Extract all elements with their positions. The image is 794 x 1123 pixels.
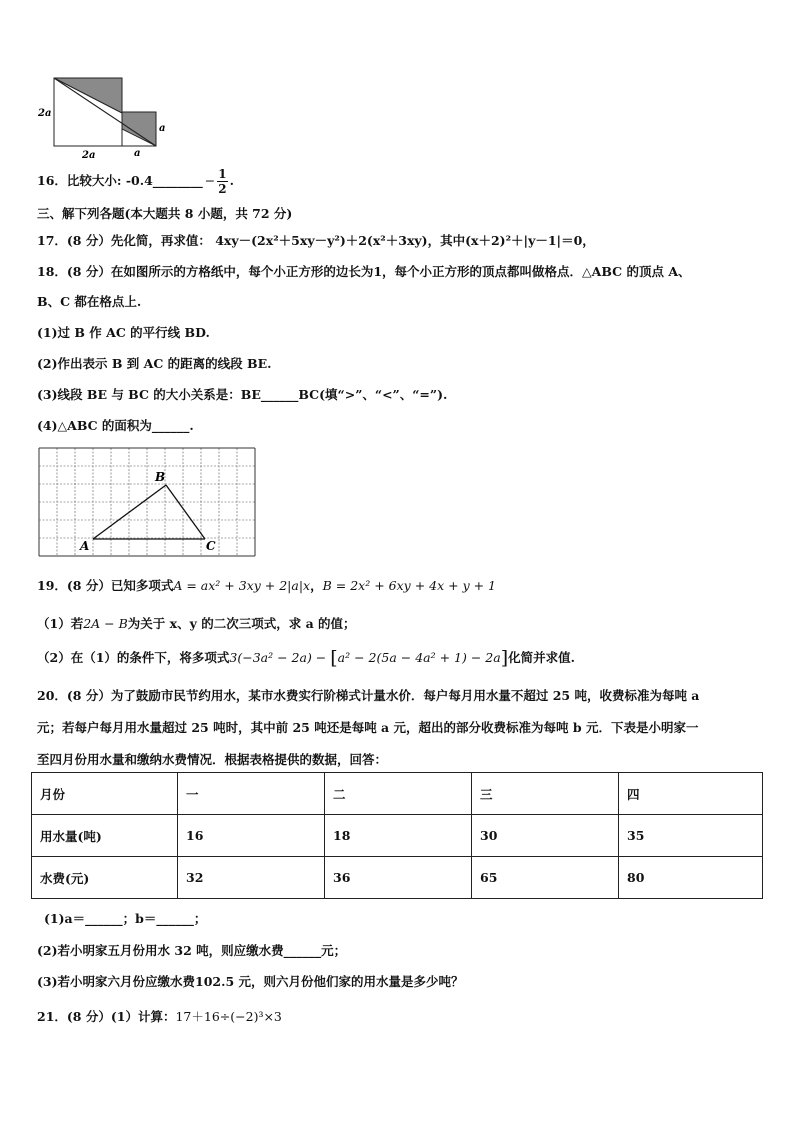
- q20-part2: (2)若小明家五月份用水 32 吨，则应缴水费______元；: [37, 943, 347, 958]
- question-16: [37, 168, 234, 195]
- q18-line2: B、C 都在格点上.: [37, 294, 142, 309]
- left-bracket: [: [330, 647, 338, 669]
- q21-expr: 17＋16÷(−2)³×3: [175, 1009, 282, 1024]
- point-a-label: A: [80, 539, 90, 553]
- geometry-figure: [30, 72, 180, 162]
- point-c-label: C: [206, 539, 216, 553]
- q20-line2: 元；若每户每月用水量超过 25 吨时，其中前 25 吨还是每吨 a 元，超出的部分收费标准为每吨 b 元．下表是小明家一: [37, 720, 699, 735]
- table-cell: 36: [325, 857, 472, 899]
- q18-part2: (2)作出表示 B 到 AC 的距离的线段 BE.: [37, 356, 272, 371]
- table-row: [32, 857, 763, 899]
- q18-part3: (3)线段 BE 与 BC 的大小关系是：BE______BC(填“>”、“<”、“=”).: [37, 387, 448, 402]
- q19-lead: 19．(8 分）已知多项式: [37, 578, 174, 593]
- q20-line3: 至四月份用水量和缴纳水费情况．根据表格提供的数据，回答：: [37, 752, 388, 767]
- table-cell: 30: [472, 815, 619, 857]
- table-cell: 65: [472, 857, 619, 899]
- table-cell: 32: [178, 857, 325, 899]
- table-header-row: [32, 773, 763, 815]
- label-bottom-left: 2a: [82, 150, 96, 161]
- question-17: 17．(8 分）先化简，再求值： 4xy－(2x²＋5xy－y²)＋2(x²＋3xy)，其中(x＋2)²＋|y－1|＝0，: [37, 233, 595, 248]
- q20-part1: (1)a＝______；b＝______；: [44, 911, 207, 926]
- right-bracket: ]: [500, 647, 509, 669]
- label-bottom-right: a: [134, 148, 141, 159]
- q19-p2-expr-a: 3(−3a² − 2a) −: [229, 650, 331, 665]
- q19-p2-pre: （2）在（1）的条件下，将多项式: [37, 650, 230, 665]
- q18-line1: 18．(8 分）在如图所示的方格纸中，每个小正方形的边长为1，每个小正方形的顶点都叫做格点．△ABC 的顶点 A、: [37, 264, 691, 279]
- label-left: 2a: [38, 108, 52, 119]
- question-19-intro: [37, 576, 496, 594]
- section-3-heading: 三、解下列各题(本大题共 8 小题，共 72 分): [37, 206, 293, 221]
- label-right: a: [159, 123, 166, 134]
- q19-p1-expr: 2A − B: [83, 616, 128, 631]
- table-cell: 80: [619, 857, 763, 899]
- table-cell: 水费(元): [32, 857, 178, 899]
- q19-separator: ，: [310, 578, 323, 593]
- table-row: [32, 815, 763, 857]
- q18-part1: (1)过 B 作 AC 的平行线 BD.: [37, 325, 210, 340]
- q16-minus: −: [204, 173, 216, 188]
- table-header-cell: 四: [619, 773, 763, 815]
- q19-expr-b: B = 2x² + 6xy + 4x + y + 1: [322, 578, 497, 593]
- q16-numerator: 1: [218, 167, 227, 181]
- q19-p1-pre: （1）若: [37, 616, 84, 631]
- table-cell: 16: [178, 815, 325, 857]
- q19-p2-expr-b: a² − 2(5a − 4a² + 1) − 2a: [337, 650, 501, 665]
- question-21: [37, 1007, 282, 1025]
- q18-part4: (4)△ABC 的面积为______.: [37, 418, 194, 433]
- question-19-part1: [37, 614, 356, 632]
- q16-text: 16．比较大小: -0.4________: [37, 173, 203, 188]
- q16-end: .: [229, 173, 234, 188]
- table-header-cell: 三: [472, 773, 619, 815]
- table-header-cell: 二: [325, 773, 472, 815]
- table-cell: 用水量(吨): [32, 815, 178, 857]
- table-header-cell: 一: [178, 773, 325, 815]
- water-usage-table: [31, 772, 763, 899]
- question-19-part2: [37, 647, 575, 669]
- q21-lead: 21．(8 分）(1）计算：: [37, 1009, 176, 1024]
- side-ab: [93, 485, 166, 539]
- q19-p1-post: 为关于 x、y 的二次三项式，求 a 的值；: [127, 616, 356, 631]
- point-b-label: B: [155, 470, 166, 484]
- q19-expr-a: A = ax² + 3xy + 2|a|x: [173, 578, 311, 593]
- q20-line1: 20．(8 分）为了鼓励市民节约用水，某市水费实行阶梯式计量水价．每户每月用水量不超过 25 吨，收费标准为每吨 a: [37, 688, 700, 703]
- q16-denominator: 2: [218, 182, 227, 196]
- table-cell: 35: [619, 815, 763, 857]
- q16-fraction: [217, 168, 227, 195]
- table-cell: 18: [325, 815, 472, 857]
- q20-part3: (3)若小明家六月份应缴水费102.5 元，则六月份他们家的用水量是多少吨？: [37, 974, 464, 989]
- grid-figure: [38, 446, 260, 558]
- q19-p2-post: 化简并求值.: [508, 650, 575, 665]
- side-bc: [166, 485, 205, 539]
- table-header-cell: 月份: [32, 773, 178, 815]
- grid-lines: [39, 448, 255, 556]
